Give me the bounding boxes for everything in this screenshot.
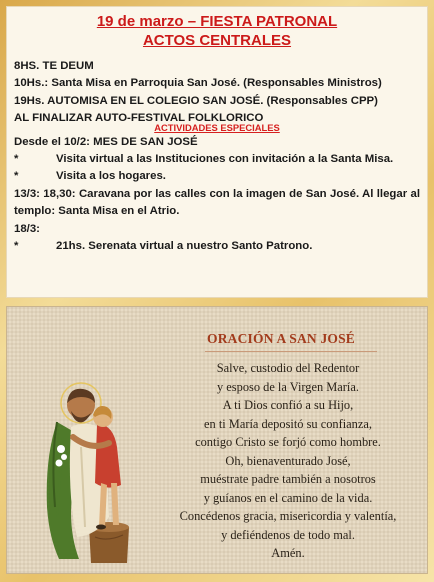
prayer-title: ORACIÓN A SAN JOSÉ bbox=[207, 331, 356, 346]
caravan-line: 13/3: 18,30: Caravana por las calles con la imagen de San José. Al llegar al templo: Santa Misa en el Atrio. bbox=[14, 187, 420, 218]
schedule-line-misa: 10Hs.: Santa Misa en Parroquia San José. (Responsables Ministros) bbox=[14, 77, 382, 90]
list-item-text: Visita a los hogares. bbox=[56, 170, 166, 183]
header bbox=[6, 6, 428, 50]
list-item-text: Visita virtual a las Instituciones con invitación a la Santa Misa. bbox=[56, 153, 394, 166]
bullet-asterisk: * bbox=[14, 170, 19, 183]
date-18-label: 18/3: bbox=[14, 222, 40, 235]
prayer-line: muéstrate padre también a nosotros bbox=[200, 472, 376, 486]
schedule-line-festival: AL FINALIZAR AUTO-FESTIVAL FOLKLORICO bbox=[14, 112, 264, 125]
schedule-body bbox=[6, 50, 428, 255]
prayer-line: A ti Dios confió a su Hijo, bbox=[222, 398, 354, 412]
bullet-asterisk: * bbox=[14, 240, 19, 253]
schedule-line-automisa: 19Hs. AUTOMISA EN EL COLEGIO SAN JOSÉ. (Responsables CPP) bbox=[14, 94, 378, 107]
prayer-panel bbox=[6, 306, 428, 574]
title-divider bbox=[205, 351, 377, 352]
special-activities-heading: ACTIVIDADES ESPECIALES bbox=[154, 121, 280, 133]
schedule-panel bbox=[6, 6, 428, 298]
bullet-asterisk: * bbox=[14, 153, 19, 166]
prayer-line: contigo Cristo se forjó como hombre. bbox=[195, 435, 381, 449]
prayer-line: Amén. bbox=[271, 546, 305, 560]
prayer-text bbox=[147, 359, 429, 563]
list-item bbox=[14, 168, 420, 185]
prayer-line: en ti María depositó su confianza, bbox=[204, 416, 372, 431]
list-item bbox=[14, 238, 420, 255]
title-line-1: 19 de marzo – FIESTA PATRONAL bbox=[96, 13, 338, 30]
prayer-line: Salve, custodio del Redentor bbox=[216, 361, 360, 375]
saint-joseph-illustration bbox=[37, 367, 147, 567]
prayer-line: Concédenos gracia, misericordia y valentía, bbox=[179, 509, 397, 523]
title-line-2: ACTOS CENTRALES bbox=[142, 32, 292, 49]
list-item bbox=[14, 151, 420, 168]
schedule-line-te-deum: 8HS. TE DEUM bbox=[14, 60, 94, 72]
prayer-line: Oh, bienaventurado José, bbox=[225, 453, 351, 468]
serenade-text: 21hs. Serenata virtual a nuestro Santo Patrono. bbox=[56, 240, 313, 253]
prayer-line: y esposo de la Virgen María. bbox=[217, 379, 359, 394]
prayer-line: y guíanos en el camino de la vida. bbox=[203, 490, 373, 505]
prayer-line: y defiéndenos de todo mal. bbox=[221, 527, 355, 542]
month-intro: Desde el 10/2: MES DE SAN JOSÉ bbox=[14, 135, 198, 148]
